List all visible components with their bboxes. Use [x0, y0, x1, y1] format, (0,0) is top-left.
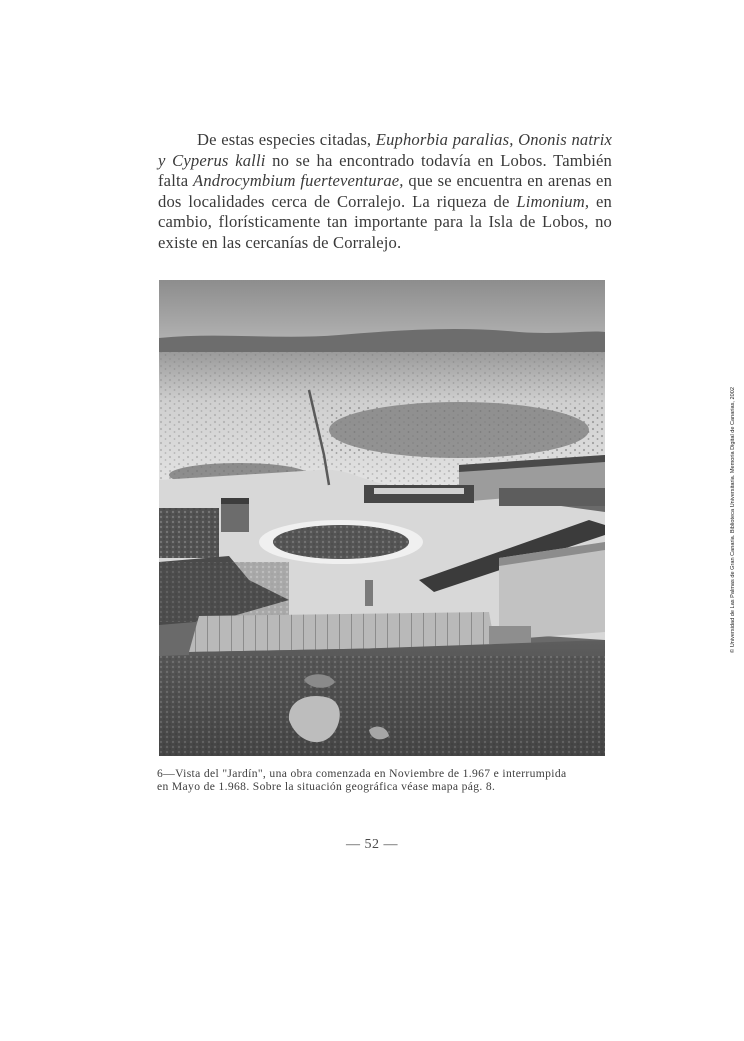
- paragraph-text: [158, 130, 612, 254]
- body-paragraph: [158, 130, 612, 254]
- text-run: que se encuentra en arenas en dos localidades cerca de Corralejo. La riqueza de: [158, 171, 613, 211]
- text-run: De estas especies citadas,: [197, 130, 376, 149]
- species-names: Euphorbia paralias, Ononis natrix y Cyperus kalli: [158, 130, 613, 170]
- figure-photo: [159, 280, 605, 756]
- figure-caption: [157, 767, 609, 794]
- caption-line: en Mayo de 1.968. Sobre la situación geográfica véase mapa pág. 8.: [157, 780, 496, 794]
- landscape-photo-illustration: [159, 280, 605, 756]
- text-run: en cambio, florísticamente tan importante para la Isla de Lobos, no existe en las cercanías de Corralejo.: [158, 191, 612, 252]
- species-name: Androcymbium fuerteventurae,: [193, 171, 404, 191]
- page-number: — 52 —: [346, 837, 398, 852]
- text-run: no se ha encontrado todavía en Lobos. También falta: [158, 150, 612, 191]
- credit-text: © Universidad de Las Palmas de Gran Canaria. Biblioteca Universitaria. Memoria Digital de Canarias, 2002: [730, 387, 736, 653]
- genus-name: Limonium,: [516, 191, 590, 211]
- caption-line: 6—Vista del "Jardín", una obra comenzada en Noviembre de 1.967 e interrumpida: [157, 767, 567, 780]
